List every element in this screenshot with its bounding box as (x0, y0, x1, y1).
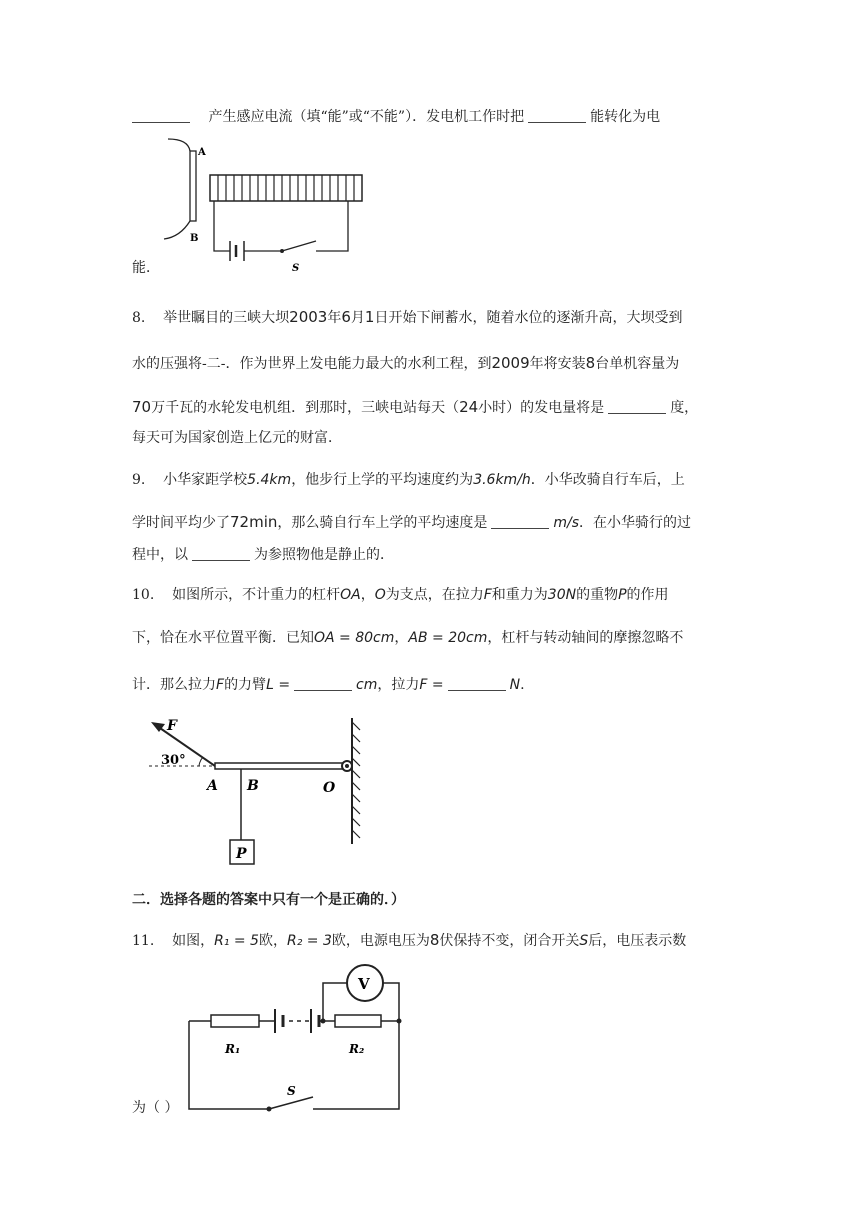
q10-line3: 计．那么拉力F的力臂L = cm，拉力F = N. (132, 677, 525, 693)
q8-line4: 每天可为国家创造上亿元的财富． (132, 430, 342, 446)
q10-lever-figure (145, 712, 375, 872)
answer-blank (608, 399, 666, 414)
wall-hatching (352, 722, 360, 838)
answer-blank (528, 108, 586, 123)
label-o: O (323, 780, 336, 796)
switch-label: S (287, 1084, 296, 1098)
q7-text: 产生感应电流（填“能”或“不能”）．发电机工作时把 (208, 109, 525, 125)
r1-label: R₁ (225, 1042, 241, 1056)
q7-coil-figure (158, 137, 378, 272)
q9-line2: 学时间平均少了72min，那么骑自行车上学的平均速度是 m/s．在小华骑行的过 (132, 513, 692, 531)
label-b: B (247, 778, 259, 794)
label-b: B (190, 233, 199, 244)
q11-line1: 11. 如图，R₁ = 5欧，R₂ = 3欧，电源电压为8伏保持不变，闭合开关S后，电压表示数 (132, 931, 687, 949)
q8-line3: 70万千瓦的水轮发电机组．到那时，三峡电站每天（24小时）的发电量将是 度， (132, 398, 699, 416)
q8-line1: 8. 举世瞩目的三峡大坝2003年6月1日开始下闸蓄水，随着水位的逐渐升高，大坝受到 (132, 308, 683, 326)
label-p: P (236, 846, 247, 862)
label-a: A (198, 147, 206, 158)
label-f: F (167, 718, 177, 734)
q10-line1: 10. 如图所示，不计重力的杠杆OA，O为支点，在拉力F和重力为30N的重物P的作用 (132, 587, 669, 603)
answer-blank (132, 108, 190, 123)
angle-label: 30° (161, 753, 186, 768)
q11-circuit-figure (183, 955, 413, 1120)
q8-line2: 水的压强将-二-．作为世界上发电能力最大的水利工程，到2009年将安装8台单机容量为 (132, 354, 680, 372)
q7-text-end: 能转化为电 (590, 109, 661, 125)
answer-blank (192, 546, 250, 561)
section-heading: 二．选择各题的答案中只有一个是正确的．） (132, 892, 405, 908)
q10-line2: 下，恰在水平位置平衡．已知OA = 80cm，AB = 20cm，杠杆与转动轴间的摩擦忽略不 (132, 630, 684, 646)
label-s: S (292, 263, 300, 272)
q9-line3: 程中，以 为参照物他是静止的． (132, 547, 394, 563)
q7-line1 (132, 107, 660, 127)
answer-blank (294, 676, 352, 691)
r2-label: R₂ (349, 1042, 365, 1056)
q7-line2: 能． (132, 260, 160, 276)
label-a: A (207, 778, 218, 794)
voltmeter-label: V (358, 975, 370, 993)
answer-blank (448, 676, 506, 691)
answer-blank (491, 514, 549, 529)
q11-line2: 为（ ） (132, 1100, 179, 1116)
q9-line1: 9. 小华家距学校5.4km，他步行上学的平均速度约为3.6km/h．小华改骑自行车后，上 (132, 472, 685, 488)
